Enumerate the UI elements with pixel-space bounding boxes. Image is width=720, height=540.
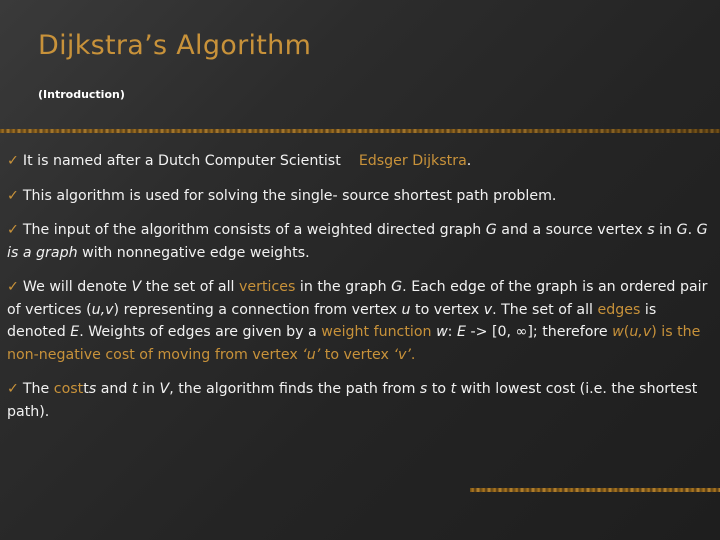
- b5-t2v: t: [450, 381, 457, 397]
- checkmark-icon: ✓: [7, 381, 19, 397]
- b4-t3: in the graph: [295, 279, 392, 295]
- b4-t6: to vertex: [410, 301, 484, 318]
- b5-t: t: [131, 381, 138, 397]
- b5-t4: in: [137, 381, 160, 397]
- b4-t5: ) representing a connection from vertex: [113, 301, 402, 318]
- b4-t16: .: [410, 346, 416, 363]
- b4-t13: (: [623, 324, 630, 340]
- slide-title: Dijkstra’s Algorithm: [38, 30, 312, 61]
- bullet-2-text: This algorithm is used for solving the single- source shortest path problem.: [22, 187, 557, 204]
- b3-t2: and a source vertex: [496, 222, 648, 238]
- b5-t3: and: [96, 381, 132, 397]
- bullet-5: [7, 378, 715, 423]
- b4-vertices: vertices: [238, 279, 296, 295]
- b3-t1: The input of the algorithm consists of a weighted directed graph: [22, 222, 486, 238]
- bullet-1: [7, 150, 715, 173]
- checkmark-icon: ✓: [7, 153, 19, 169]
- b5-t6: to: [427, 381, 451, 397]
- checkmark-icon: ✓: [7, 222, 19, 238]
- b4-E: E: [70, 324, 80, 340]
- b5-V: V: [159, 381, 170, 397]
- b3-G: G: [485, 222, 497, 238]
- checkmark-icon: ✓: [7, 279, 19, 295]
- b4-w: w: [436, 324, 448, 340]
- b4-t2: the set of all: [141, 279, 239, 295]
- bullet-3: [7, 219, 715, 264]
- bullet-1-text: It is named after a Dutch Computer Scientist: [22, 153, 341, 169]
- bullet-4: [7, 276, 715, 366]
- b4-G: G: [391, 279, 403, 295]
- b3-G3: G is a graph: [7, 222, 708, 261]
- b3-G2: G: [676, 222, 688, 238]
- b4-u2: ‘u’: [302, 346, 321, 363]
- b4-t1: We will denote: [22, 279, 132, 295]
- slide-body: [7, 150, 715, 435]
- b4-v2: ‘v’: [393, 346, 411, 363]
- checkmark-icon: ✓: [7, 187, 19, 204]
- b4-uv: u,v: [91, 301, 114, 318]
- b4-t15: to vertex: [320, 346, 394, 363]
- b3-t3: in: [654, 222, 677, 238]
- b4-wuv: w: [612, 324, 624, 340]
- top-divider-shade: [0, 129, 720, 133]
- b5-s2: s: [419, 381, 428, 397]
- b5-t1: The: [22, 381, 54, 397]
- b4-weight-function: weight function: [321, 324, 432, 340]
- bullet-1-end: .: [466, 153, 472, 169]
- b5-s: s: [88, 381, 97, 397]
- b5-t5: , the algorithm finds the path from: [169, 381, 420, 397]
- b4-E2: E: [456, 324, 466, 340]
- b4-t4: . Each edge of the graph is an ordered pair of vertices (: [7, 279, 708, 318]
- b4-V: V: [131, 279, 142, 295]
- b4-uv2: u,v: [629, 324, 652, 340]
- b4-t7: . The set of all: [492, 301, 598, 318]
- b4-t11: :: [447, 324, 457, 340]
- bullet-1-name: Edsger Dijkstra: [358, 153, 467, 169]
- slide-subtitle: (Introduction): [38, 88, 125, 101]
- b4-u: u: [401, 301, 411, 318]
- b5-cost: cost: [53, 381, 84, 397]
- b5-t2: t: [83, 381, 89, 397]
- b4-edges: edges: [597, 301, 641, 318]
- bottom-divider: [470, 488, 720, 492]
- b5-t7: with lowest cost (i.e. the shortest path).: [7, 381, 698, 420]
- b3-t4: .: [687, 222, 697, 238]
- bullet-2: [7, 185, 715, 208]
- b4-t14: ) is the non-negative cost of moving from vertex: [7, 324, 701, 363]
- b4-t8: is denoted: [7, 301, 657, 340]
- b4-t12: -> [0, ∞]; therefore: [465, 324, 613, 340]
- b4-v: v: [483, 301, 493, 318]
- b3-t5: with nonnegative edge weights.: [77, 244, 310, 261]
- b3-s: s: [647, 222, 655, 238]
- b4-t9: . Weights of edges are given by a: [79, 324, 322, 340]
